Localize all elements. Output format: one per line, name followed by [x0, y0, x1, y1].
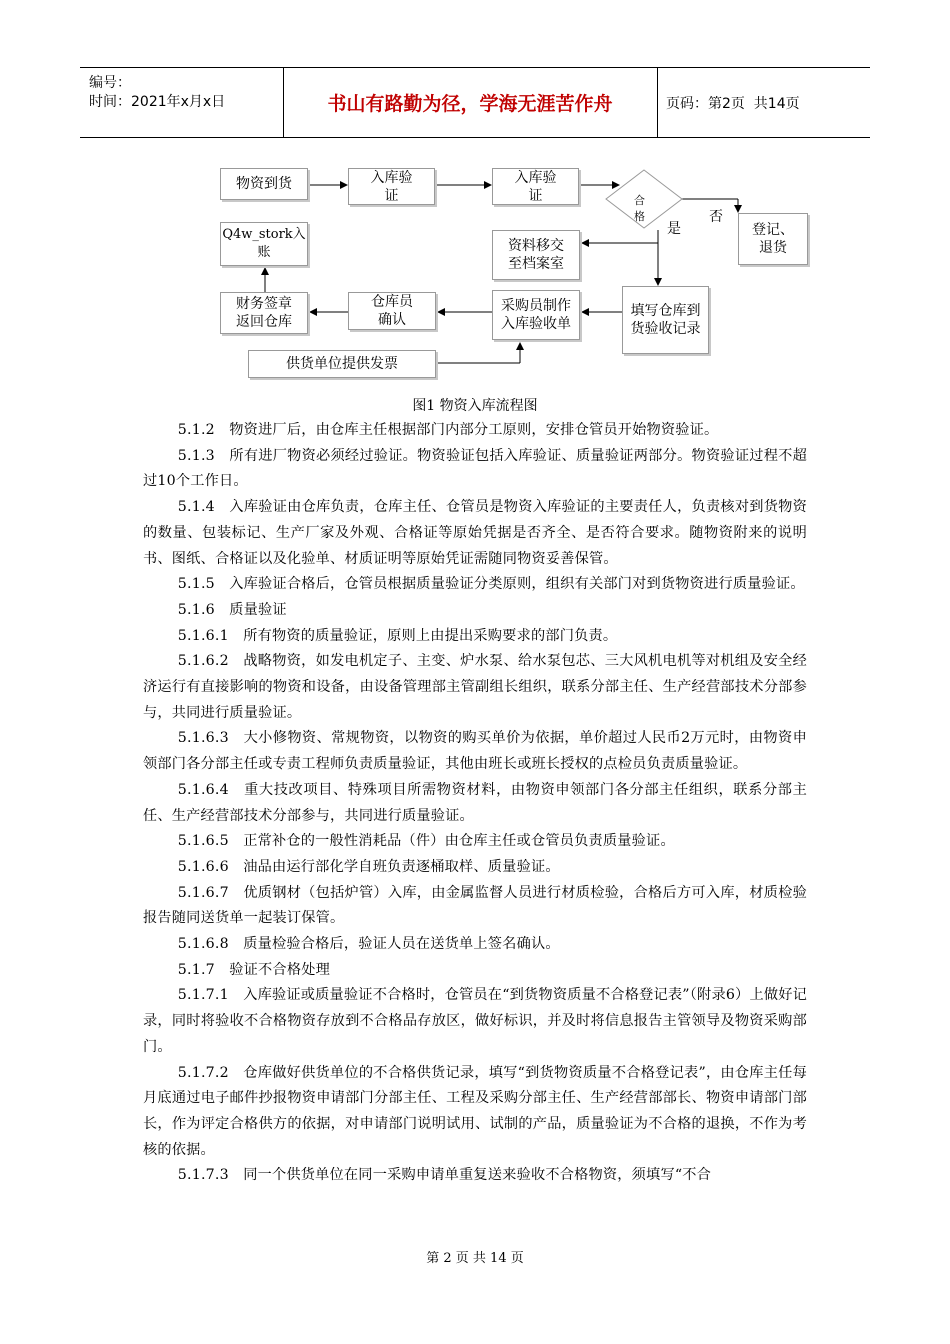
paragraph: 5.1.7.2 仓库做好供货单位的不合格供货记录，填写“到货物资质量不合格登记表”，由仓库主任每月底通过电子邮件抄报物资申请部门分部主任、工程及采购分部主任、生产经营部部长、物资申请部门部长，作为评定合格供方的依据，对申请部门说明试用、试制的产品，质量验证为不合格的退换，不作为考核的依据。 — [143, 1064, 807, 1158]
document-body — [143, 418, 807, 1189]
flowchart-connectors — [0, 0, 950, 400]
paragraph: 5.1.6 质量验证 — [177, 601, 287, 618]
doc-number-label: 编号： — [89, 75, 131, 91]
paragraph: 5.1.6.2 战略物资，如发电机定子、主变、炉水泵、给水泵包芯、三大风机电机等对机组及安全经济运行有直接影响的物资和设备，由设备管理部主管副组长组织，联系分部主任、生产经营部技术分部参与，共同进行质量验证。 — [143, 653, 807, 721]
paragraph: 5.1.3 所有进厂物资必须经过验证。物资验证包括入库验证、质量验证两部分。物资验证过程不超过10个工作日。 — [143, 447, 807, 490]
paragraph: 5.1.6.4 重大技改项目、特殊项目所需物资材料，由物资申领部门各分部主任组织，联系分部主任、生产经营部技术分部参与，共同进行质量验证。 — [143, 781, 807, 824]
yes-label: 是 — [667, 221, 681, 237]
node-finance: 财务签章 返回仓库 — [220, 292, 308, 334]
node-register-return: 登记、 退货 — [738, 213, 808, 265]
doc-time-label: 时间：2021年x月x日 — [89, 94, 226, 110]
decision-label: 合格 — [634, 194, 645, 223]
node-check2: 入库验 证 — [492, 168, 579, 205]
paragraph: 5.1.2 物资进厂后，由仓库主任根据部门内部分工原则，安排仓管员开始物资验证。 — [177, 422, 719, 438]
figure-caption: 图1 物资入库流程图 — [412, 398, 538, 414]
paragraph: 5.1.5 入库验证合格后，仓管员根据质量验证分类原则，组织有关部门对到货物资进行质量验证。 — [177, 576, 805, 593]
paragraph: 5.1.6.8 质量检验合格后，验证人员在送货单上签名确认。 — [177, 936, 560, 953]
paragraph: 5.1.6.3 大小修物资、常规物资，以物资的购买单价为依据，单价超过人民币2万元时，由物资申领部门各分部主任或专责工程师负责质量验证，其他由班长或班长授权的点检员负责质量验证。 — [143, 730, 807, 773]
node-archive: 资料移交 至档案室 — [492, 230, 580, 280]
node-ledger: Q4w_stork入 账 — [220, 222, 308, 266]
paragraph: 5.1.7.3 同一个供货单位在同一采购申请单重复送来验收不合格物资，须填写“不合 — [177, 1167, 712, 1184]
paragraph: 5.1.6.7 优质钢材（包括炉管）入库，由金属监督人员进行材质检验，合格后方可入库，材质检验报告随同送货单一起装订保管。 — [143, 884, 807, 927]
paragraph: 5.1.7.1 入库验证或质量验证不合格时，仓管员在“到货物资质量不合格登记表”（附录6）上做好记录，同时将验收不合格物资存放到不合格品存放区，做好标识，并及时将信息报告主管领导及物资采购部门。 — [143, 987, 807, 1055]
node-receipt: 采购员制作 入库验收单 — [492, 290, 580, 340]
header-motto: 书山有路勤为径，学海无涯苦作舟 — [283, 68, 658, 137]
node-keeper: 仓库员 确认 — [348, 292, 436, 330]
node-invoice: 供货单位提供发票 — [248, 350, 436, 378]
paragraph: 5.1.6.6 油品由运行部化学自班负责逐桶取样、质量验证。 — [177, 858, 560, 875]
node-arrival: 物资到货 — [220, 168, 308, 200]
node-check1: 入库验 证 — [348, 168, 435, 205]
paragraph: 5.1.6.5 正常补仓的一般性消耗品（件）由仓库主任或仓管员负责质量验证。 — [177, 833, 675, 850]
header-page-label: 页码：第2页 共14页 — [666, 95, 800, 112]
no-label: 否 — [709, 209, 723, 225]
paragraph: 5.1.4 入库验证由仓库负责，仓库主任、仓管员是物资入库验证的主要责任人，负责核对到货物资的数量、包装标记、生产厂家及外观、合格证等原始凭据是否齐全、是否符合要求。随物资附来的说明书、图纸、合格证以及化验单、材质证明等原始凭证需随同物资妥善保管。 — [143, 499, 807, 567]
page-footer: 第 2 页 共 14 页 — [426, 1251, 524, 1266]
node-record: 填写仓库到 货验收记录 — [622, 286, 709, 354]
paragraph: 5.1.6.1 所有物资的质量验证，原则上由提出采购要求的部门负责。 — [177, 627, 618, 644]
paragraph: 5.1.7 验证不合格处理 — [177, 961, 330, 978]
